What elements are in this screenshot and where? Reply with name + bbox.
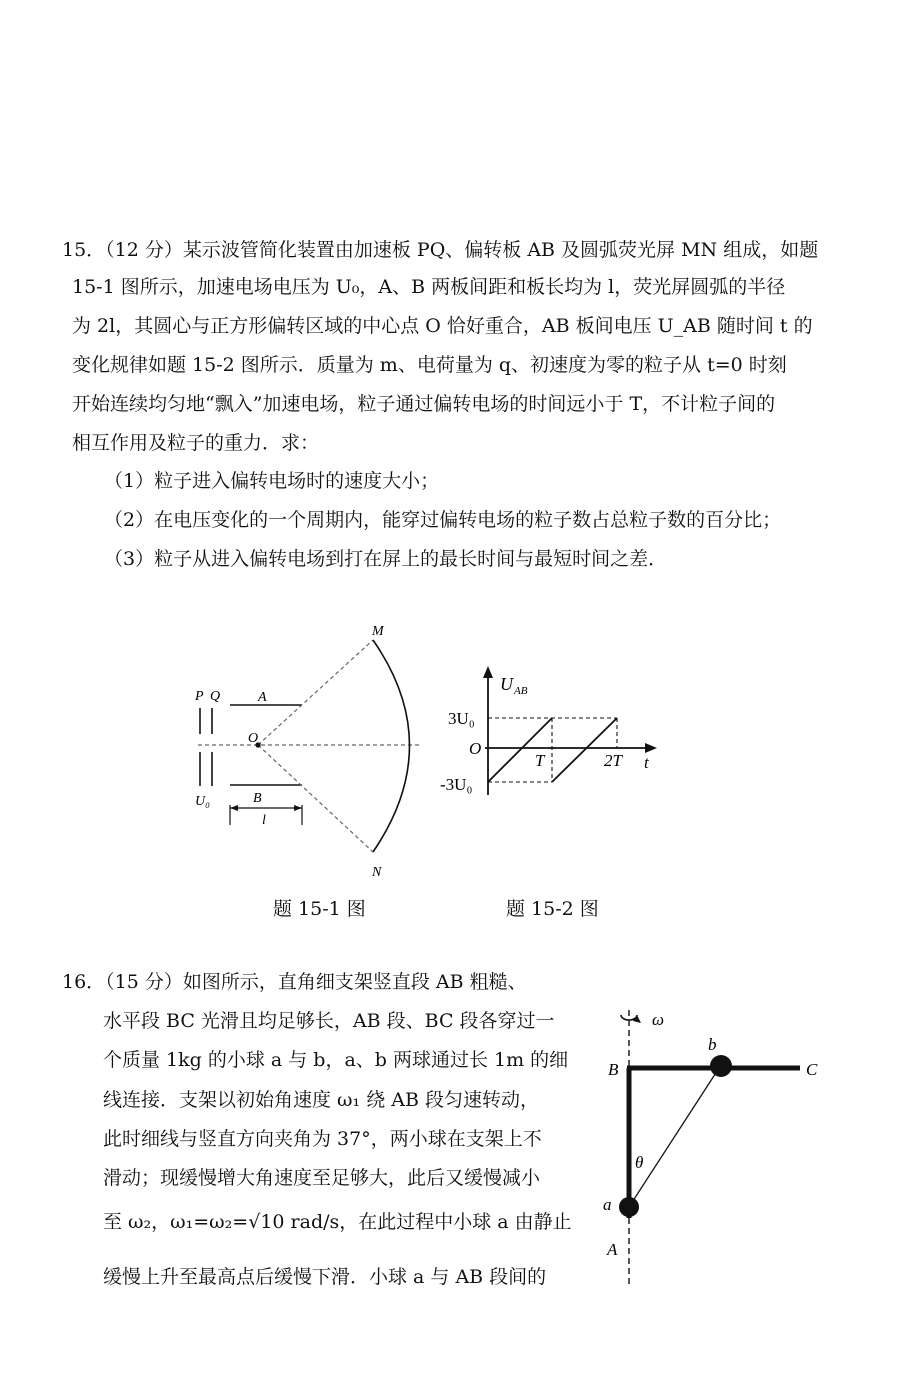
label-3U0: 3U₀ <box>448 709 475 728</box>
label-M: M <box>372 624 384 639</box>
figure-15-2-caption: 题 15-2 图 <box>506 898 599 920</box>
label-U0: U₀ <box>195 794 210 809</box>
ray-ON <box>258 745 373 852</box>
label-minus3U0: -3U₀ <box>440 775 473 794</box>
label-B: B <box>253 791 262 806</box>
ray-OM <box>258 640 373 745</box>
screen-arc-MN <box>373 640 410 852</box>
dim-arrow-right <box>294 805 302 811</box>
q15-subq-1: （1）粒子进入偏转电场时的速度大小； <box>104 470 440 492</box>
label-a: a <box>603 1195 612 1214</box>
label-O: O <box>469 739 482 758</box>
label-N: N <box>372 865 382 880</box>
q16-line-2: 水平段 BC 光滑且均足够长，AB 段、BC 段各穿过一 <box>103 1010 555 1032</box>
figure-15-1 <box>185 612 445 882</box>
q16-line-7: 至 ω₂，ω₁=ω₂=√10 rad/s，在此过程中小球 a 由静止 <box>103 1211 572 1233</box>
x-axis-arrow <box>645 743 657 753</box>
label-Q: Q <box>210 689 221 704</box>
q15-line-6: 相互作用及粒子的重力．求： <box>72 432 320 454</box>
q15-line-3: 为 2l，其圆心与正方形偏转区域的中心点 O 恰好重合，AB 板间电压 U_AB 随时间 t 的 <box>72 315 813 337</box>
label-T: T <box>535 751 545 770</box>
q16-line-5: 此时细线与竖直方向夹角为 37°，两小球在支架上不 <box>103 1128 542 1150</box>
q15-subq-2: （2）在电压变化的一个周期内，能穿过偏转电场的粒子数占总粒子数的百分比； <box>104 509 782 531</box>
y-axis-arrow <box>483 666 493 678</box>
label-t: t <box>644 753 649 772</box>
label-A: A <box>607 1240 618 1259</box>
label-B: B <box>608 1060 619 1079</box>
label-P: P <box>195 689 204 704</box>
figure-15-2 <box>435 660 660 800</box>
label-omega: ω <box>652 1010 665 1029</box>
ball-a <box>619 1197 639 1217</box>
label-C: C <box>806 1060 818 1079</box>
label-A: A <box>258 690 267 705</box>
q16-line-8: 缓慢上升至最高点后缓慢下滑．小球 a 与 AB 段间的 <box>103 1266 547 1288</box>
q15-line-5: 开始连续均匀地“飘入”加速电场，粒子通过偏转电场的时间远小于 T，不计粒子间的 <box>72 393 776 415</box>
q15-line-1: 15．（12 分）某示波管简化装置由加速板 PQ、偏转板 AB 及圆弧荧光屏 MN 组成，如题 <box>62 239 819 261</box>
ramp-1 <box>488 718 552 782</box>
label-AB-sub: AB <box>514 685 528 697</box>
string <box>629 1065 721 1207</box>
dim-arrow-left <box>230 805 238 811</box>
ramp-2 <box>552 718 617 782</box>
label-l: l <box>262 813 266 828</box>
q16-line-1: 16．（15 分）如图所示，直角细支架竖直段 AB 粗糙、 <box>62 971 527 993</box>
ball-b <box>710 1055 732 1077</box>
q16-line-4: 线连接．支架以初始角速度 ω₁ 绕 AB 段匀速转动， <box>103 1089 539 1111</box>
figure-15-1-caption: 题 15-1 图 <box>273 898 366 920</box>
q16-line-6: 滑动；现缓慢增大角速度至足够大，此后又缓慢减小 <box>103 1167 541 1189</box>
label-2T: 2T <box>604 751 622 770</box>
label-theta: θ <box>635 1153 644 1172</box>
q15-line-2: 15-1 图所示，加速电场电压为 U₀，A、B 两板间距和板长均为 l，荧光屏圆弧的半径 <box>72 276 786 298</box>
label-b: b <box>708 1035 717 1054</box>
q16-line-3: 个质量 1kg 的小球 a 与 b，a、b 两球通过长 1m 的细 <box>103 1049 569 1071</box>
figure-16 <box>595 1005 830 1290</box>
q15-line-4: 变化规律如题 15-2 图所示．质量为 m、电荷量为 q、初速度为零的粒子从 t=0 时刻 <box>72 354 787 376</box>
q15-subq-3: （3）粒子从进入偏转电场到打在屏上的最长时间与最短时间之差． <box>104 548 668 570</box>
label-U: U <box>500 674 513 694</box>
label-O: O <box>248 731 259 746</box>
